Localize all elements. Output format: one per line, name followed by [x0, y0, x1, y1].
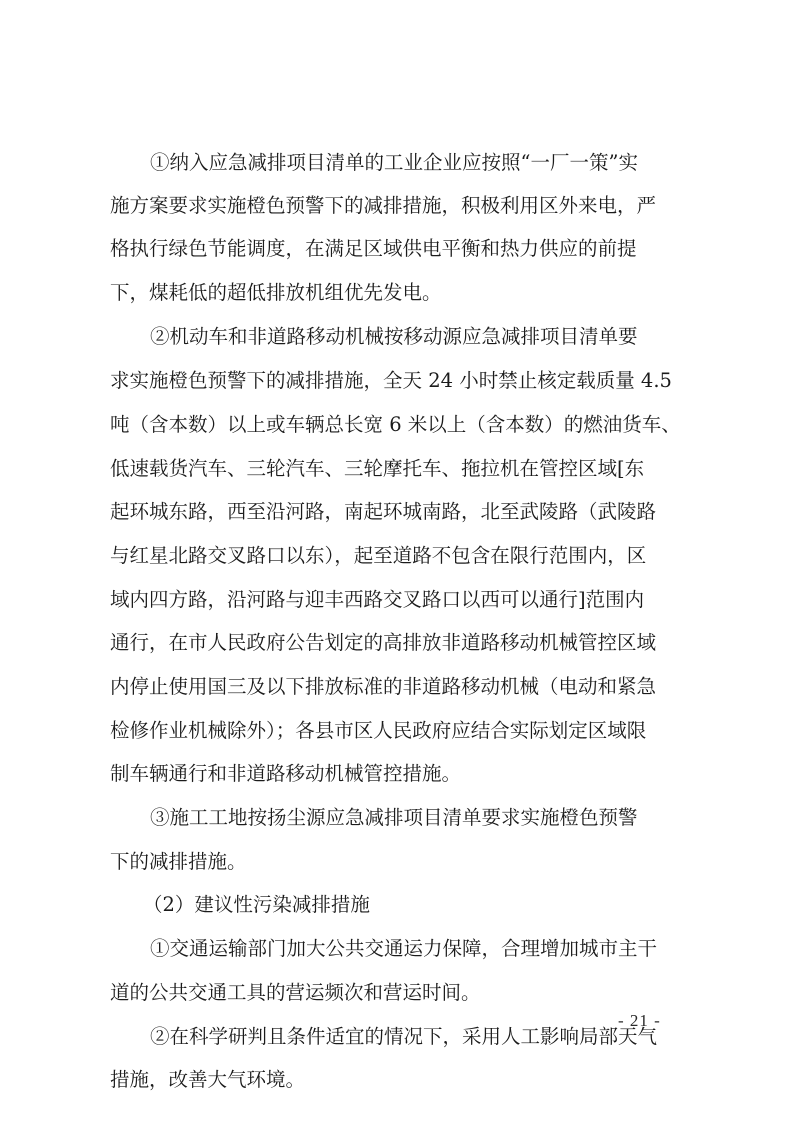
- section-heading: （2）建议性污染减排措施: [143, 893, 370, 916]
- paragraph-2-line-5: 起环城东路，西至沿河路，南起环城南路，北至武陵路（武陵路: [110, 500, 657, 523]
- paragraph-3-line-1: ③施工工地按扬尘源应急减排项目清单要求实施橙色预警: [150, 806, 638, 829]
- paragraph-2-line-11: 制车辆通行和非道路移动机械管控措施。: [110, 762, 462, 785]
- paragraph-4-line-1: ①交通运输部门加大公共交通运力保障，合理增加城市主干: [150, 937, 658, 960]
- paragraph-1-line-1: ①纳入应急减排项目清单的工业企业应按照“一厂一策”实: [150, 151, 638, 174]
- paragraph-2-line-1: ②机动车和非道路移动机械按移动源应急减排项目清单要: [150, 325, 638, 348]
- paragraph-2-line-7: 域内四方路，沿河路与迎丰西路交叉路口以西可以通行]范围内: [110, 588, 645, 611]
- paragraph-1-line-2: 施方案要求实施橙色预警下的减排措施，积极利用区外来电，严: [110, 194, 657, 217]
- paragraph-5-line-2: 措施，改善大气环境。: [110, 1068, 306, 1091]
- paragraph-3-line-2: 下的减排措施。: [110, 850, 247, 873]
- paragraph-2-line-10: 检修作业机械除外）；各县市区人民政府应结合实际划定区域限: [110, 719, 647, 742]
- paragraph-5-line-1: ②在科学研判且条件适宜的情况下，采用人工影响局部天气: [150, 1025, 658, 1048]
- paragraph-2-line-2: 求实施橙色预警下的减排措施，全天 24 小时禁止核定载质量 4.5: [110, 369, 672, 392]
- paragraph-2-line-9: 内停止使用国三及以下排放标准的非道路移动机械（电动和紧急: [110, 675, 657, 698]
- paragraph-1-line-3: 格执行绿色节能调度，在满足区域供电平衡和热力供应的前提: [110, 237, 637, 260]
- paragraph-4-line-2: 道的公共交通工具的营运频次和营运时间。: [110, 981, 481, 1004]
- paragraph-1-line-4: 下，煤耗低的超低排放机组优先发电。: [110, 281, 442, 304]
- paragraph-2-line-4: 低速载货汽车、三轮汽车、三轮摩托车、拖拉机在管控区域[东: [110, 457, 645, 480]
- paragraph-2-line-3: 吨（含本数）以上或车辆总长宽 6 米以上（含本数）的燃油货车、: [110, 413, 681, 436]
- paragraph-2-line-8: 通行，在市人民政府公告划定的高排放非道路移动机械管控区域: [110, 631, 657, 654]
- page-number: - 21 -: [618, 1011, 661, 1030]
- paragraph-2-line-6: 与红星北路交叉路口以东），起至道路不包含在限行范围内，区: [110, 544, 647, 567]
